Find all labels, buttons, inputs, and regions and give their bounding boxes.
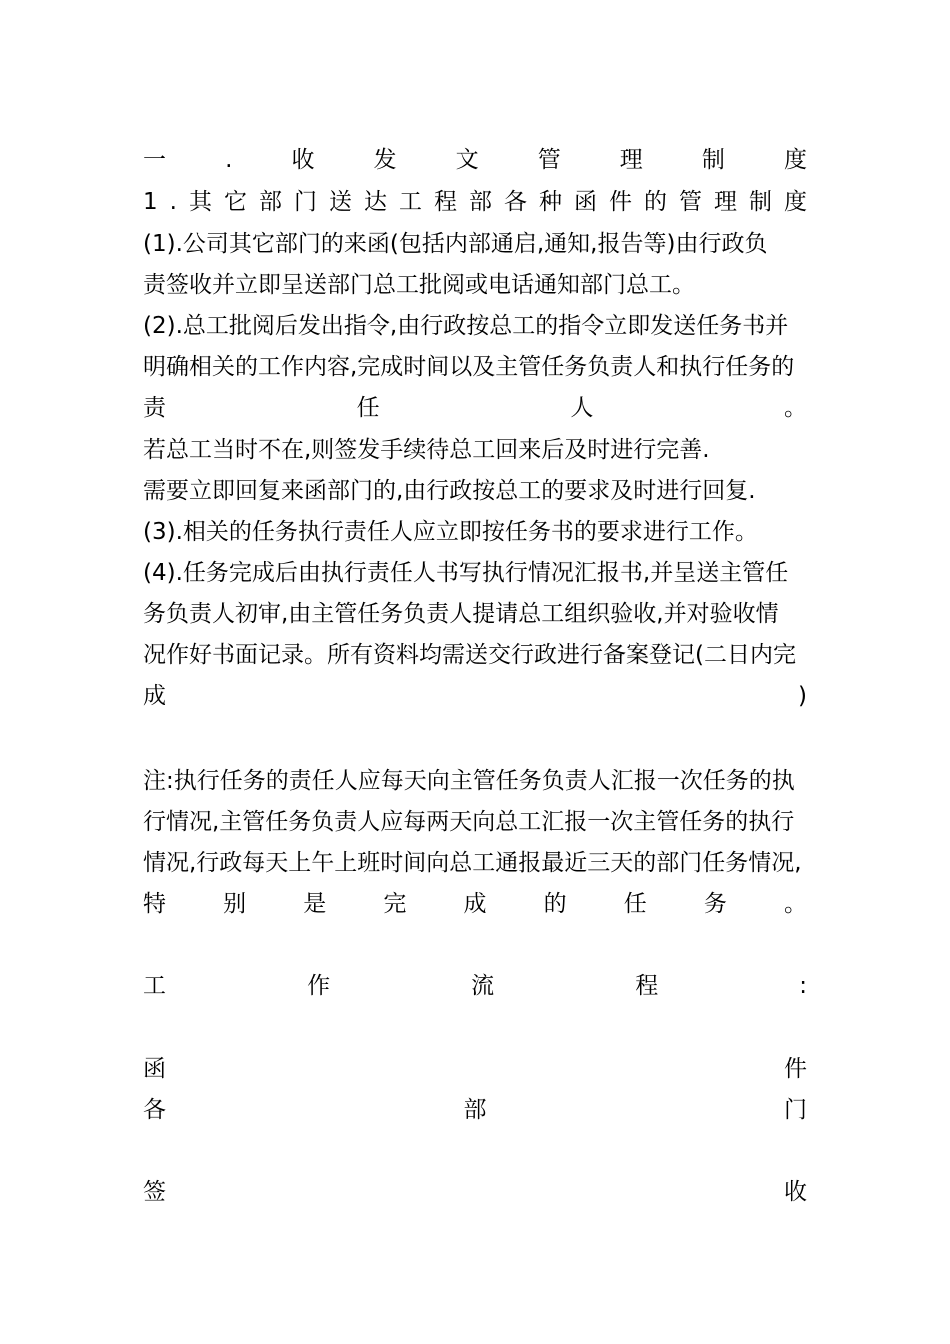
spread-char: 度: [783, 147, 807, 173]
spread-char: 达: [363, 189, 387, 215]
paragraph-line: (2).总工批阅后发出指令,由行政按总工的指令立即发送任务书并: [143, 313, 789, 339]
workflow-label: [143, 966, 807, 1007]
subsection-heading: [143, 182, 807, 223]
spread-char: 门: [784, 1097, 807, 1123]
spread-char: 成: [463, 891, 487, 917]
spread-char: 人: [570, 395, 594, 421]
spread-char: 送: [328, 189, 352, 215]
spread-char: 部: [468, 189, 492, 215]
paragraph-line: 若总工当时不在,则签发手续待总工回来后及时进行完善.: [143, 437, 710, 463]
responsible-line: [143, 388, 807, 429]
spread-char: 门: [293, 189, 317, 215]
spread-char: 部: [258, 189, 282, 215]
spread-char: 成: [143, 683, 166, 709]
paragraph-line: 况作好书面记录。所有资料均需送交行政进行备案登记(二日内完: [143, 642, 796, 668]
spread-char: 。: [783, 395, 807, 421]
spread-char: 理: [619, 147, 643, 173]
spread-char: 的: [543, 891, 567, 917]
paragraph-line: 责签收并立即呈送部门总工批阅或电话通知部门总工。: [143, 272, 695, 298]
spread-char: :: [799, 973, 807, 999]
spread-char: 程: [635, 973, 659, 999]
spread-char: 作: [307, 973, 331, 999]
spread-char: .: [169, 189, 177, 215]
spread-char: 制: [701, 147, 725, 173]
spread-char: 理: [713, 189, 737, 215]
spread-char: 部: [463, 1097, 487, 1123]
spread-char: 程: [433, 189, 457, 215]
spread-char: 管: [678, 189, 702, 215]
spread-char: 制: [748, 189, 772, 215]
paragraph-line: (4).任务完成后由执行责任人书写执行情况汇报书,并呈送主管任: [143, 560, 789, 586]
spread-char: 度: [783, 189, 807, 215]
spread-char: 特: [143, 891, 166, 917]
note-line: 情况,行政每天上午上班时间向总工通报最近三天的部门任务情况,: [143, 850, 802, 876]
paragraph-line: 明确相关的工作内容,完成时间以及主管任务负责人和执行任务的: [143, 354, 795, 380]
completion-line: [143, 676, 807, 717]
spread-char: 其: [188, 189, 212, 215]
spread-char: 签: [143, 1179, 166, 1205]
spread-char: 是: [303, 891, 327, 917]
spread-char: 别: [223, 891, 247, 917]
spread-char: 。: [784, 891, 807, 917]
spread-char: 任: [356, 395, 380, 421]
spread-char: 收: [784, 1179, 807, 1205]
spread-char: 函: [143, 1056, 166, 1082]
spread-char: 管: [537, 147, 561, 173]
flow-line: [143, 1172, 807, 1213]
spread-char: 责: [143, 395, 166, 421]
note-last-line: [143, 884, 807, 925]
spread-char: 文: [455, 147, 479, 173]
spread-char: 件: [608, 189, 632, 215]
spread-char: 各: [503, 189, 527, 215]
spread-char: 各: [143, 1097, 166, 1123]
spread-char: 工: [398, 189, 422, 215]
spread-char: 件: [784, 1056, 807, 1082]
spread-char: 流: [471, 973, 495, 999]
spread-char: 完: [383, 891, 407, 917]
spread-char: 务: [703, 891, 727, 917]
spread-char: 函: [573, 189, 597, 215]
spread-char: 工: [143, 973, 166, 999]
flow-line: [143, 1090, 807, 1131]
spread-char: 的: [643, 189, 667, 215]
paragraph-line: 务负责人初审,由主管任务负责人提请总工组织验收,并对验收情: [143, 601, 779, 627]
spread-char: ): [798, 683, 807, 709]
spread-char: 收: [291, 147, 315, 173]
spread-char: 1: [143, 189, 158, 215]
spread-char: 它: [223, 189, 247, 215]
paragraph-line: (3).相关的任务执行责任人应立即按任务书的要求进行工作。: [143, 519, 758, 545]
spread-char: 发: [373, 147, 397, 173]
paragraph-line: 需要立即回复来函部门的,由行政按总工的要求及时进行回复.: [143, 478, 756, 504]
note-line: 行情况,主管任务负责人应每两天向总工汇报一次主管任务的执行: [143, 809, 795, 835]
note-line: 注:执行任务的责任人应每天向主管任务负责人汇报一次任务的执: [143, 768, 795, 794]
spread-char: .: [225, 147, 233, 173]
spread-char: 任: [623, 891, 647, 917]
paragraph-line: (1).公司其它部门的来函(包括内部通启,通知,报告等)由行政负: [143, 231, 768, 257]
section-heading: [143, 140, 807, 181]
spread-char: 一: [143, 147, 166, 173]
spread-char: 种: [538, 189, 562, 215]
flow-line: [143, 1049, 807, 1090]
